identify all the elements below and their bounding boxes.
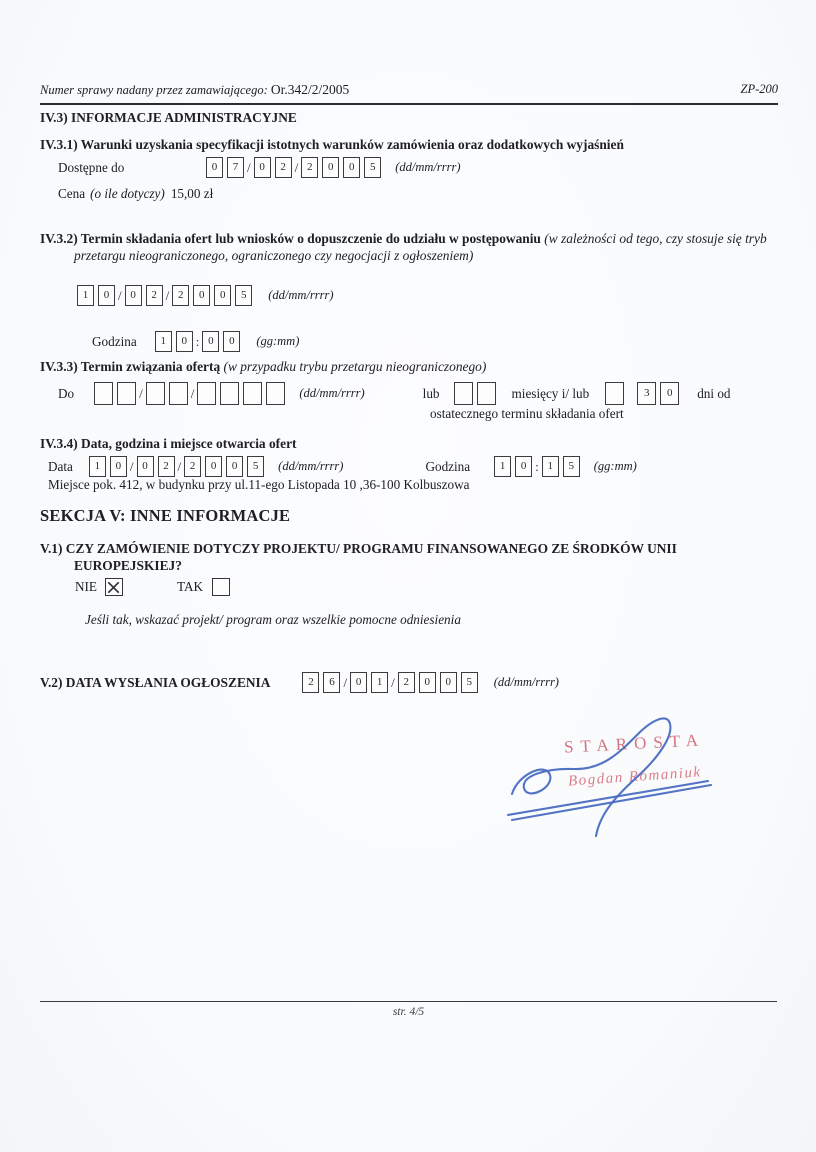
yes-label: TAK xyxy=(176,579,204,594)
iv31-date-boxes xyxy=(204,157,383,178)
digit-box: 0 xyxy=(98,285,115,306)
separator: : xyxy=(195,333,200,349)
iv33-months-boxes xyxy=(452,382,498,405)
section-v-title: SEKCJA V: INNE INFORMACJE xyxy=(40,506,291,525)
separator: / xyxy=(129,458,134,474)
digit-box xyxy=(146,382,165,405)
iv33-days-note: ostatecznego terminu składania ofert xyxy=(430,406,624,421)
digit-box: 3 xyxy=(637,382,656,405)
case-number-label: Numer sprawy nadany przez zamawiającego: xyxy=(40,83,268,97)
checkbox-tak xyxy=(212,578,230,596)
page-number: str. 4/5 xyxy=(392,1006,425,1018)
case-number-value: Or.342/2/2005 xyxy=(270,82,350,97)
digit-box: 2 xyxy=(275,157,292,178)
separator: : xyxy=(535,458,539,474)
digit-box: 0 xyxy=(254,157,271,178)
date-format-hint: (dd/mm/rrrr) xyxy=(268,288,334,302)
section-iv3-title: IV.3) INFORMACJE ADMINISTRACYJNE xyxy=(40,110,297,125)
digit-box xyxy=(605,382,624,405)
digit-box: 0 xyxy=(515,456,532,477)
date-label: Data xyxy=(48,458,73,474)
digit-box: 5 xyxy=(461,672,478,693)
digit-box: 2 xyxy=(146,285,163,306)
checkbox-nie xyxy=(105,578,123,596)
case-number-line xyxy=(40,82,349,98)
digit-box: 0 xyxy=(125,285,142,306)
date-format-hint: (dd/mm/rrrr) xyxy=(493,675,559,689)
stamp-title: STAROSTA xyxy=(563,730,706,757)
digit-box: 1 xyxy=(89,456,106,477)
separator: / xyxy=(343,674,348,690)
v2-row xyxy=(40,672,559,693)
separator: / xyxy=(118,287,122,303)
time-format-hint: (gg:mm) xyxy=(593,459,637,473)
digit-box: 2 xyxy=(302,672,319,693)
months-label: miesięcy i/ lub xyxy=(511,385,590,401)
date-format-hint: (dd/mm/rrrr) xyxy=(395,160,461,174)
v1-note: Jeśli tak, wskazać projekt/ program oraz wszelkie pomocne odniesienia xyxy=(85,612,461,627)
iv31-price-row xyxy=(58,186,213,202)
digit-box: 6 xyxy=(323,672,340,693)
section-iv31-title: IV.3.1) Warunki uzyskania specyfikacji istotnych warunków zamówienia oraz dodatkowych wyjaśnień xyxy=(40,137,624,152)
digit-box: 0 xyxy=(223,331,240,352)
time-label: Godzina xyxy=(92,333,137,349)
digit-box xyxy=(454,382,473,405)
digit-box: 0 xyxy=(205,456,222,477)
page-header xyxy=(40,82,778,105)
digit-box xyxy=(243,382,262,405)
digit-box xyxy=(197,382,216,405)
form-code: ZP-200 xyxy=(740,82,778,96)
time-label: Godzina xyxy=(425,458,471,474)
digit-box: 1 xyxy=(77,285,94,306)
days-label: dni od xyxy=(697,385,731,401)
iv33-days-boxes xyxy=(603,382,681,405)
digit-box xyxy=(94,382,113,405)
digit-box: 0 xyxy=(110,456,127,477)
footer-rule xyxy=(40,1001,777,1002)
digit-box: 0 xyxy=(214,285,231,306)
digit-box: 0 xyxy=(350,672,367,693)
iv32-title-bold: IV.3.2) Termin składania ofert lub wniosków o dopuszczenie do udziału w postępowaniu xyxy=(40,231,541,246)
digit-box: 0 xyxy=(343,157,360,178)
digit-box: 5 xyxy=(563,456,580,477)
iv34-date-boxes xyxy=(87,456,266,477)
digit-box: 5 xyxy=(235,285,252,306)
v2-date-boxes xyxy=(300,672,479,693)
digit-box: 1 xyxy=(371,672,388,693)
time-format-hint: (gg:mm) xyxy=(256,334,300,348)
iv32-time-row xyxy=(92,331,299,352)
digit-box: 0 xyxy=(137,456,154,477)
digit-box: 0 xyxy=(206,157,223,178)
iv34-place: Miejsce pok. 412, w budynku przy ul.11-ego Listopada 10 ,36-100 Kolbuszowa xyxy=(48,477,470,492)
digit-box: 2 xyxy=(398,672,415,693)
price-note: (o ile dotyczy) xyxy=(90,186,165,201)
separator: / xyxy=(190,385,195,401)
digit-box xyxy=(117,382,136,405)
iv33-title-note: (w przypadku trybu przetargu nieograniczonego) xyxy=(223,359,487,374)
iv31-available-row xyxy=(58,157,461,178)
v1-answer-row xyxy=(75,578,230,596)
available-until-label: Dostępne do xyxy=(58,159,125,175)
digit-box: 0 xyxy=(440,672,457,693)
stamp-name: Bogdan Romaniuk xyxy=(567,764,703,790)
date-format-hint: (dd/mm/rrrr) xyxy=(299,386,365,400)
iv32-date-row xyxy=(75,285,334,306)
separator: / xyxy=(391,674,395,690)
signature-block xyxy=(498,708,808,848)
section-v1-title: V.1) CZY ZAMÓWIENIE DOTYCZY PROJEKTU/ PROGRAMU FINANSOWANEGO ZE ŚRODKÓW UNII EUROPEJSKIEJ? xyxy=(40,541,677,573)
section-iv32-title xyxy=(40,231,816,265)
section-iv33-title xyxy=(40,359,780,376)
digit-box xyxy=(477,382,496,405)
separator: / xyxy=(165,287,170,303)
digit-box: 5 xyxy=(247,456,264,477)
iv33-date-boxes xyxy=(92,382,287,405)
or-label: lub xyxy=(422,385,440,401)
digit-box: 1 xyxy=(542,456,559,477)
separator: / xyxy=(177,458,182,474)
price-value: 15,00 zł xyxy=(170,186,214,201)
digit-box: 0 xyxy=(660,382,679,405)
digit-box xyxy=(266,382,285,405)
iv32-time-boxes xyxy=(153,331,243,352)
x-mark-icon xyxy=(107,581,120,594)
digit-box: 0 xyxy=(176,331,193,352)
iv34-opening-row xyxy=(48,456,778,477)
digit-box: 2 xyxy=(172,285,189,306)
digit-box: 2 xyxy=(301,157,318,178)
section-v2-title: V.2) DATA WYSŁANIA OGŁOSZENIA xyxy=(40,674,271,690)
digit-box: 0 xyxy=(202,331,219,352)
iv32-title-note: (w zależności od tego, czy stosuje się tryb przetargu nieograniczonego, ograniczonego czy negocjacji z ogłoszeniem) xyxy=(74,231,767,263)
iv32-date-boxes xyxy=(75,285,254,306)
digit-box: 1 xyxy=(155,331,172,352)
digit-box: 0 xyxy=(419,672,436,693)
separator: / xyxy=(247,159,251,175)
separator: / xyxy=(139,385,143,401)
digit-box: 0 xyxy=(226,456,243,477)
digit-box: 0 xyxy=(193,285,210,306)
iv33-binding-row xyxy=(58,382,731,405)
digit-box: 2 xyxy=(158,456,175,477)
digit-box: 0 xyxy=(322,157,339,178)
digit-box xyxy=(169,382,188,405)
digit-box: 2 xyxy=(184,456,201,477)
separator: / xyxy=(294,159,299,175)
iv34-time-boxes xyxy=(492,456,582,477)
section-iv34-title: IV.3.4) Data, godzina i miejsce otwarcia ofert xyxy=(40,436,297,451)
handwritten-signature xyxy=(498,708,808,848)
do-label: Do xyxy=(58,385,75,401)
digit-box xyxy=(220,382,239,405)
digit-box: 7 xyxy=(227,157,244,178)
digit-box: 5 xyxy=(364,157,381,178)
iv33-title-bold: IV.3.3) Termin związania ofertą xyxy=(40,359,221,374)
no-label: NIE xyxy=(75,579,97,594)
price-label: Cena xyxy=(58,186,86,201)
date-format-hint: (dd/mm/rrrr) xyxy=(278,459,344,473)
digit-box: 1 xyxy=(494,456,511,477)
